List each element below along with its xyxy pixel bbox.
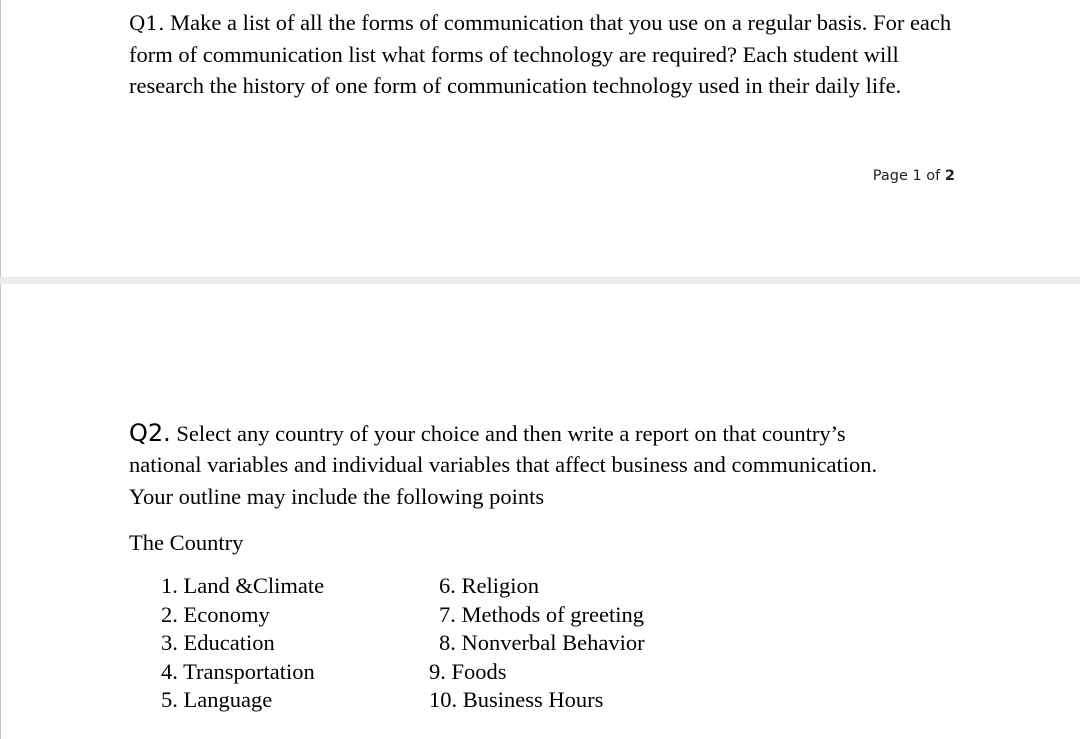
points-list-left [161, 572, 324, 715]
section-heading: The Country [129, 530, 244, 555]
page-number-prefix: Page 1 of [872, 168, 945, 184]
question-2 [129, 417, 969, 513]
page-1 [0, 0, 1080, 277]
question-1 [129, 7, 959, 101]
question-2-number: Q2. [129, 419, 171, 447]
list-item: 5. Language [161, 687, 273, 712]
question-2-line: Your outline may include the following points [129, 484, 545, 509]
list-item: 9. Foods [429, 658, 507, 684]
list-item: 4. Transportation [161, 658, 315, 684]
list-item: 3. Education [161, 630, 275, 655]
list-item: 6. Religion [439, 573, 539, 598]
list-item: 8. Nonverbal Behavior [439, 630, 645, 655]
question-1-number: Q1. [129, 11, 165, 35]
page-total: 2 [944, 168, 955, 184]
list-item: 7. Methods of greeting [439, 601, 644, 627]
question-1-text: Make a list of all the forms of communication that you use on a regular basis. For each form of communication list what forms of technology are required? Each student will research the history of one form of communication technology used in their daily life. [129, 10, 952, 98]
list-item: 2. Economy [161, 601, 270, 627]
page-number-footer [853, 168, 955, 184]
question-2-line: Q2. Select any country of your choice and then write a report on that country’s [129, 419, 846, 447]
question-2-line: national variables and individual variables that affect business and communication. [129, 452, 878, 477]
page-2 [0, 284, 1080, 739]
list-item: 10. Business Hours [429, 687, 604, 712]
points-list-right [429, 572, 645, 715]
list-item: 1. Land &Climate [161, 573, 325, 598]
page-separator [0, 277, 1080, 284]
